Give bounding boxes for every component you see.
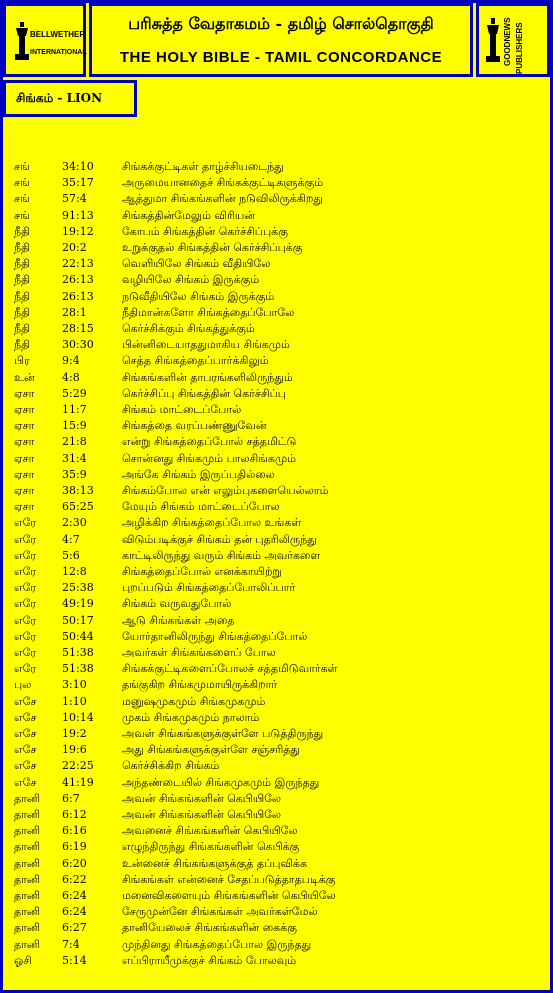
verse-excerpt: சிங்கக்குட்டிகள் தாழ்ச்சியடைந்து	[122, 160, 284, 173]
verse-excerpt: உறுக்குதல் சிங்கத்தின் கெர்ச்சிப்புக்கு	[122, 241, 303, 254]
verse-book: உன்	[14, 370, 35, 384]
verse-excerpt: நீதிமான்களோ சிங்கத்தைப்போலே	[122, 305, 295, 319]
verse-reference: 6:16	[62, 824, 87, 838]
verse-excerpt: சிங்கங்களின் தாபரங்களிலிருந்தும்	[122, 370, 293, 384]
verse-reference: 6:12	[62, 808, 87, 821]
verse-book: எசே	[14, 710, 37, 724]
verse-reference: 49:19	[62, 597, 94, 611]
title-banner	[89, 3, 473, 77]
verse-reference: 26:13	[62, 273, 94, 287]
verse-book: எரே	[14, 548, 37, 562]
verse-reference: 6:27	[62, 921, 87, 935]
verse-book: தானி	[14, 889, 41, 902]
verse-book: சங்	[14, 160, 30, 173]
verse-book: நீதி	[14, 305, 31, 319]
verse-reference: 28:1	[62, 305, 87, 319]
verse-excerpt: எப்பிராயீமுக்குச் சிங்கம் போலவும்	[122, 953, 297, 967]
verse-excerpt: முந்தினது சிங்கத்தைப்போல இருந்தது	[122, 937, 312, 951]
verse-book: நீதி	[14, 289, 31, 303]
verse-book: எசே	[14, 743, 37, 757]
goodnews-logo	[476, 3, 550, 77]
verse-excerpt: வழியிலே சிங்கம் இருக்கும்	[122, 273, 260, 287]
verse-excerpt: தங்குகிற சிங்கமுமாயிருக்கிறார்	[122, 678, 278, 692]
verse-book: நீதி	[14, 273, 31, 287]
verse-reference: 91:13	[62, 208, 94, 222]
verse-book: நீதி	[14, 241, 31, 254]
verse-book: சங்	[14, 192, 30, 206]
verse-reference: 57:4	[62, 192, 87, 206]
verse-reference: 35:17	[62, 176, 94, 190]
verse-excerpt: அருமையானதைச் சிங்கக்குட்டிகளுக்கும்	[122, 176, 324, 190]
verse-reference: 4:8	[62, 370, 80, 384]
verse-reference: 10:14	[62, 710, 94, 724]
verse-book: எசே	[14, 727, 37, 740]
verse-reference: 38:13	[62, 484, 94, 497]
verse-reference: 31:4	[62, 451, 87, 465]
verse-reference: 19:2	[62, 727, 87, 740]
verse-excerpt: சிங்கத்தை வரப்பண்ணுவேன்	[122, 419, 267, 433]
verse-reference: 5:14	[62, 953, 87, 967]
verse-book: எரே	[14, 662, 37, 676]
verse-excerpt: அவள் சிங்கங்களுக்குள்ளே படுத்திருந்து	[122, 727, 324, 740]
verse-excerpt: அது சிங்கங்களுக்குள்ளே சஞ்சரித்து	[122, 743, 300, 757]
verse-book: ஏசா	[14, 484, 35, 497]
verse-reference: 5:6	[62, 548, 80, 562]
verse-reference: 22:25	[62, 759, 94, 773]
verse-book: ஓசி	[14, 953, 32, 967]
verse-excerpt: அவனைச் சிங்கங்களின் கெபியிலே	[122, 824, 298, 838]
verse-book: நீதி	[14, 338, 31, 352]
verse-book: எரே	[14, 532, 37, 546]
verse-book: எரே	[14, 516, 37, 530]
verse-reference: 6:19	[62, 840, 87, 854]
verse-excerpt: யோர்தானிலிருந்து சிங்கத்தைப்போல்	[122, 629, 308, 643]
verse-excerpt: மனுஷமுகமும் சிங்கமுகமும்	[122, 694, 266, 708]
verse-book: தானி	[14, 872, 41, 886]
verse-book: நீதி	[14, 257, 31, 271]
verse-book: தானி	[14, 808, 41, 821]
verse-reference: 11:7	[62, 403, 87, 416]
verse-excerpt: கோபம் சிங்கத்தின் கெர்ச்சிப்புக்கு	[122, 224, 288, 238]
verse-reference: 12:8	[62, 565, 87, 578]
section-heading-box	[3, 80, 137, 117]
verse-excerpt: எழுந்திருந்து சிங்கங்களின் கெபிக்கு	[122, 840, 300, 854]
verse-excerpt: சிங்கம்போல என் எலும்புகளையெல்லாம்	[122, 484, 329, 497]
verse-book: நீதி	[14, 224, 31, 238]
verse-reference: 6:7	[62, 791, 80, 805]
verse-reference: 20:2	[62, 241, 87, 254]
verse-excerpt: பின்னிடையாததுமாகிய சிங்கமும்	[122, 338, 290, 352]
verse-excerpt: மேயும் சிங்கம் மாட்டைப்போல	[122, 500, 280, 514]
verse-book: தானி	[14, 791, 41, 805]
verse-excerpt: அங்கே சிங்கம் இருப்பதில்லை	[122, 467, 275, 481]
verse-book: ஏசா	[14, 403, 35, 416]
verse-excerpt: அவன் சிங்கங்களின் கெபியிலே	[122, 791, 282, 805]
verse-reference: 6:20	[62, 856, 87, 870]
verse-book: தானி	[14, 905, 41, 919]
verse-excerpt: சிங்கத்தைப்போல் எனக்காயிற்று	[122, 565, 282, 578]
verse-book: எரே	[14, 597, 37, 611]
verse-reference: 2:30	[62, 516, 87, 530]
verse-book: தானி	[14, 921, 41, 935]
verse-reference: 5:29	[62, 386, 87, 400]
verse-book: எசே	[14, 694, 37, 708]
verse-book: எரே	[14, 565, 37, 578]
verse-excerpt: கெர்ச்சிக்கிற சிங்கம்	[122, 759, 220, 773]
verse-reference: 21:8	[62, 435, 87, 449]
verse-reference: 51:38	[62, 662, 94, 676]
verse-book: பிர	[14, 354, 30, 368]
verse-book: தானி	[14, 824, 41, 838]
verse-book: எரே	[14, 646, 37, 659]
verse-reference: 15:9	[62, 419, 87, 433]
verse-book: எரே	[14, 613, 37, 627]
left-logo-line-1: BELLWETHER	[30, 30, 86, 39]
verse-excerpt: காட்டிலிருந்து வரும் சிங்கம் அவர்களை	[122, 548, 321, 562]
title-english: THE HOLY BIBLE - TAMIL CONCORDANCE	[119, 49, 443, 66]
verse-reference: 25:38	[62, 581, 94, 595]
verse-book: தானி	[14, 840, 41, 854]
verse-excerpt: கெர்ச்சிக்கும் சிங்கத்துக்கும்	[122, 322, 255, 335]
verse-reference: 50:44	[62, 629, 94, 643]
verse-book: ஏசா	[14, 386, 35, 400]
verse-excerpt: வெளியிலே சிங்கம் வீதியிலே	[122, 257, 271, 271]
verse-reference: 35:9	[62, 467, 87, 481]
verse-book: புல	[14, 678, 32, 692]
verse-reference: 34:10	[62, 160, 94, 173]
verse-book: சங்	[14, 208, 30, 222]
verse-excerpt: சிங்கம் வருவதுபோல்	[122, 597, 232, 611]
verse-excerpt: அவன் சிங்கங்களின் கெபியிலே	[122, 808, 282, 821]
verse-excerpt: கெர்ச்சிப்பு சிங்கத்தின் கெர்ச்சிப்பு	[122, 386, 286, 400]
verse-book: நீதி	[14, 322, 31, 335]
verse-book: ஏசா	[14, 451, 35, 465]
verse-excerpt: உன்னைச் சிங்கங்களுக்குத் தப்புவிக்க	[122, 856, 307, 870]
verse-reference: 1:10	[62, 694, 87, 708]
verse-reference: 65:25	[62, 500, 94, 514]
verse-book: எரே	[14, 581, 37, 595]
verse-reference: 6:22	[62, 872, 87, 886]
title-tamil: பரிசுத்த வேதாகமம் - தமிழ் சொல்தொகுதி	[128, 14, 434, 33]
verse-reference: 28:15	[62, 322, 94, 335]
lamp-icon	[13, 22, 31, 62]
verse-reference: 9:4	[62, 354, 80, 368]
left-logo-line-2: INTERNATIONAL	[30, 49, 87, 56]
verse-excerpt: செத்த சிங்கத்தைப்பார்க்கிலும்	[122, 354, 269, 368]
verse-reference: 50:17	[62, 613, 94, 627]
verse-reference: 26:13	[62, 289, 94, 303]
verse-reference: 4:7	[62, 532, 80, 546]
verse-reference: 3:10	[62, 678, 87, 692]
lamp-icon	[485, 18, 501, 64]
verse-excerpt: என்று சிங்கத்தைப்போல் சத்தமிட்டு	[122, 435, 297, 449]
verse-excerpt: சிங்கத்தின்மேலும் விரியன்	[122, 208, 256, 222]
verse-book: சங்	[14, 176, 30, 190]
verse-book: எசே	[14, 759, 37, 773]
verse-excerpt: அந்தண்டையில் சிங்கமுகமும் இருந்தது	[122, 775, 320, 789]
verse-reference: 22:13	[62, 257, 94, 271]
verse-reference: 51:38	[62, 646, 94, 659]
verse-excerpt: சொன்னது சிங்கமும் பாலசிங்கமும்	[122, 451, 297, 465]
verse-excerpt: தானியேலைச் சிங்கங்களின் கைக்கு	[122, 921, 297, 935]
verse-reference: 19:6	[62, 743, 87, 757]
verse-book: எரே	[14, 629, 37, 643]
right-logo-line-2: PUBLISHERS	[515, 22, 524, 74]
verse-reference: 6:24	[62, 905, 87, 919]
verse-excerpt: ஆத்துமா சிங்கங்களின் நடுவிலிருக்கிறது	[122, 192, 323, 206]
verse-excerpt: புறப்படும் சிங்கத்தைப்போலிப்பார்	[122, 581, 296, 595]
verse-reference: 6:24	[62, 889, 87, 902]
verse-excerpt: ஆடு சிங்கங்கள் அதை	[122, 613, 235, 627]
verse-reference: 7:4	[62, 937, 80, 951]
verse-book: எசே	[14, 775, 37, 789]
verse-book: ஏசா	[14, 500, 35, 514]
verse-excerpt: அழிக்கிற சிங்கத்தைப்போல உங்கள்	[122, 516, 302, 530]
verse-excerpt: அவர்கள் சிங்கங்களைப் போல	[122, 646, 276, 659]
bellwether-logo	[3, 3, 86, 77]
verse-book: தானி	[14, 856, 41, 870]
verse-book: ஏசா	[14, 467, 35, 481]
verse-excerpt: சிங்கக்குட்டிகளைப்போலச் சத்தமிடுவார்கள்	[122, 662, 338, 676]
right-logo-line-1: GOODNEWS	[503, 17, 512, 66]
verse-excerpt: நடுவீதியிலே சிங்கம் இருக்கும்	[122, 289, 275, 303]
verse-book: ஏசா	[14, 419, 35, 433]
verse-excerpt: விடும்படிக்குச் சிங்கம் தன் புதரிலிருந்து	[122, 532, 317, 546]
verse-reference: 30:30	[62, 338, 94, 352]
verse-excerpt: சிங்கம் மாட்டைப்போல்	[122, 403, 242, 416]
verse-excerpt: சிங்கங்கள் என்னைச் சேதப்படுத்தாதபடிக்கு	[122, 872, 336, 886]
verse-excerpt: மனைவிகளையும் சிங்கங்களின் கெபியிலே	[122, 889, 336, 902]
verse-excerpt: சேருமுன்னே சிங்கங்கள் அவர்கள்மேல்	[122, 905, 318, 919]
verse-reference: 41:19	[62, 775, 94, 789]
section-label: சிங்கம் - LION	[16, 91, 103, 105]
verse-excerpt: முகம் சிங்கமுகமும் நாலாம்	[122, 710, 260, 724]
verse-book: ஏசா	[14, 435, 35, 449]
verse-book: தானி	[14, 937, 41, 951]
verse-reference: 19:12	[62, 224, 94, 238]
